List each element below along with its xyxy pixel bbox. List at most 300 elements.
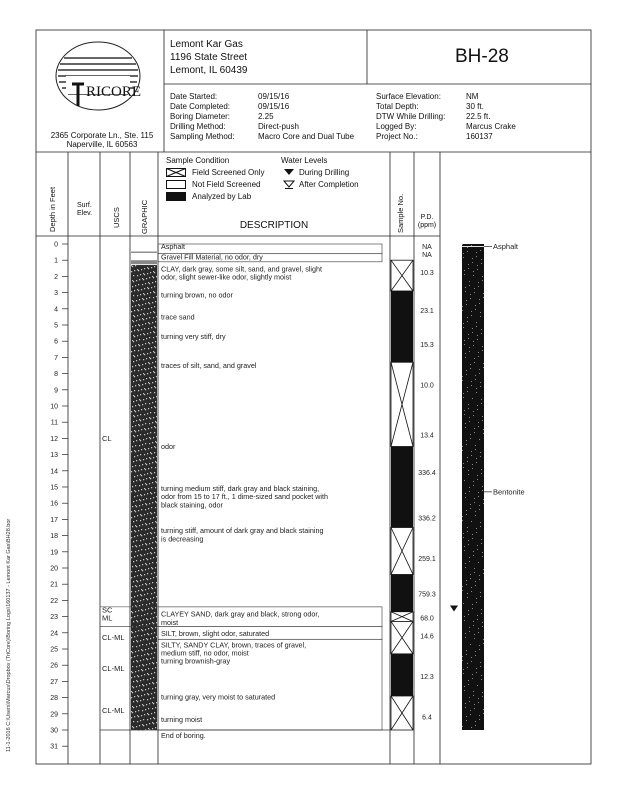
- well-texture: [466, 444, 467, 445]
- well-texture: [478, 702, 479, 703]
- info-right-label: DTW While Drilling:: [376, 112, 446, 121]
- well-texture: [480, 382, 481, 383]
- well-texture: [482, 490, 483, 491]
- well-texture: [480, 592, 481, 593]
- well-texture: [478, 632, 479, 633]
- well-texture: [483, 573, 484, 574]
- uscs-label: CL-ML: [102, 706, 125, 716]
- info-right-label: Project No.:: [376, 132, 418, 141]
- well-texture: [472, 464, 473, 465]
- well-texture: [472, 398, 473, 399]
- well-texture: [466, 304, 467, 305]
- uscs-label: CL-ML: [102, 663, 125, 673]
- well-texture: [477, 685, 478, 686]
- well-texture: [480, 596, 481, 597]
- well-texture: [473, 271, 474, 272]
- depth-tick-label: 23: [50, 614, 58, 622]
- well-texture: [476, 322, 477, 323]
- info-label: Drilling Method:: [170, 122, 226, 131]
- well-texture: [474, 638, 475, 639]
- well-texture: [463, 533, 464, 534]
- well-texture: [462, 726, 463, 727]
- info-right-value: Marcus Crake: [466, 122, 516, 131]
- depth-tick-label: 21: [50, 581, 58, 589]
- well-texture: [463, 323, 464, 324]
- well-texture: [483, 643, 484, 644]
- well-texture: [470, 364, 471, 365]
- graphic-header: GRAPHIC: [140, 199, 149, 234]
- well-texture: [480, 456, 481, 457]
- well-texture: [465, 637, 466, 638]
- well-texture: [466, 580, 467, 581]
- well-texture: [469, 627, 470, 628]
- well-texture: [464, 620, 465, 621]
- well-texture: [471, 587, 472, 588]
- well-texture: [482, 346, 483, 347]
- well-texture: [470, 434, 471, 435]
- well-texture: [473, 695, 474, 696]
- description-text: turning moist: [161, 714, 203, 724]
- pid-value: 23.1: [420, 307, 434, 315]
- well-texture: [463, 393, 464, 394]
- well-texture: [482, 622, 483, 623]
- description-text: Gravel Fill Material, no odor, dry: [161, 252, 263, 262]
- well-texture: [475, 511, 476, 512]
- well-texture: [481, 473, 482, 474]
- well-texture: [466, 716, 467, 717]
- well-texture: [470, 578, 471, 579]
- description-text: traces of silt, sand, and gravel: [161, 361, 257, 370]
- well-texture: [478, 698, 479, 699]
- well-texture: [481, 259, 482, 260]
- well-texture: [467, 527, 468, 528]
- well-texture: [463, 603, 464, 604]
- well-texture: [482, 486, 483, 487]
- pid-header-line2: (ppm): [417, 222, 437, 229]
- info-label: Date Completed:: [170, 102, 231, 111]
- depth-tick-label: 17: [50, 516, 58, 524]
- description-text: SILTY, SANDY CLAY, brown, traces of gravel,: [161, 640, 307, 650]
- pid-value: 68.0: [420, 615, 434, 623]
- well-texture: [464, 274, 465, 275]
- info-right-label: Logged By:: [376, 122, 417, 131]
- well-texture: [477, 265, 478, 266]
- well-texture: [481, 263, 482, 264]
- well-texture: [479, 299, 480, 300]
- well-texture: [467, 317, 468, 318]
- site-street: 1196 State Street: [170, 52, 248, 63]
- depth-tick-label: 31: [50, 743, 58, 751]
- logo-wordmark: RICORE: [86, 84, 142, 100]
- well-texture: [471, 451, 472, 452]
- well-texture: [470, 710, 471, 711]
- well-texture: [477, 545, 478, 546]
- depth-tick-label: 24: [50, 630, 58, 638]
- well-texture: [464, 480, 465, 481]
- well-texture: [469, 351, 470, 352]
- well-texture: [465, 427, 466, 428]
- well-texture: [474, 288, 475, 289]
- well-texture: [477, 339, 478, 340]
- well-texture: [477, 405, 478, 406]
- description-text: turning stiff, amount of dark gray and black staining: [161, 526, 324, 536]
- well-texture: [482, 692, 483, 693]
- well-texture: [479, 579, 480, 580]
- well-texture: [478, 356, 479, 357]
- well-texture: [475, 375, 476, 376]
- well-texture: [481, 609, 482, 610]
- well-texture: [462, 450, 463, 451]
- well-texture: [473, 481, 474, 482]
- well-texture: [477, 479, 478, 480]
- well-texture: [466, 650, 467, 651]
- well-texture: [472, 604, 473, 605]
- well-texture: [479, 719, 480, 720]
- depth-tick-label: 16: [50, 500, 58, 508]
- depth-tick-label: 18: [50, 533, 58, 541]
- well-texture: [464, 616, 465, 617]
- uscs-header: USCS: [112, 207, 121, 228]
- uscs-label: SC: [102, 605, 113, 615]
- well-texture: [464, 410, 465, 411]
- well-texture: [465, 423, 466, 424]
- well-texture: [468, 684, 469, 685]
- depth-tick-label: 28: [50, 695, 58, 703]
- site-city: Lemont, IL 60439: [170, 65, 248, 76]
- well-texture: [478, 492, 479, 493]
- well-texture: [473, 625, 474, 626]
- well-texture: [483, 503, 484, 504]
- well-texture: [471, 381, 472, 382]
- pid-header-line1: P.D.: [420, 214, 434, 221]
- well-texture: [471, 727, 472, 728]
- uscs-label: CL-ML: [102, 633, 125, 643]
- depth-header: Depth in Feet: [48, 186, 57, 232]
- well-texture: [480, 666, 481, 667]
- well-texture: [473, 341, 474, 342]
- well-texture: [483, 297, 484, 298]
- info-right-label: Surface Elevation:: [376, 92, 441, 101]
- well-texture: [467, 461, 468, 462]
- well-texture: [467, 391, 468, 392]
- well-texture: [475, 379, 476, 380]
- well-texture: [473, 485, 474, 486]
- well-texture: [463, 253, 464, 254]
- well-texture: [477, 619, 478, 620]
- well-texture: [472, 332, 473, 333]
- well-texture: [469, 697, 470, 698]
- well-texture: [471, 657, 472, 658]
- well-texture: [481, 675, 482, 676]
- pid-value: NA: [422, 252, 432, 260]
- well-texture: [476, 392, 477, 393]
- well-texture: [469, 417, 470, 418]
- well-texture: [474, 358, 475, 359]
- well-texture: [473, 691, 474, 692]
- sample-lab: [391, 447, 413, 528]
- description-text: black staining, odor: [161, 500, 223, 510]
- well-texture: [470, 714, 471, 715]
- pid-value: 14.6: [420, 633, 434, 641]
- depth-tick-label: 1: [54, 257, 58, 265]
- well-texture: [468, 268, 469, 269]
- well-texture: [470, 438, 471, 439]
- well-texture: [476, 672, 477, 673]
- info-right-value: 160137: [466, 132, 493, 141]
- well-texture: [474, 502, 475, 503]
- sample-legend-title: Sample Condition: [166, 156, 230, 165]
- well-texture: [475, 515, 476, 516]
- pid-value: NA: [422, 243, 432, 251]
- well-texture: [467, 387, 468, 388]
- well-texture: [462, 586, 463, 587]
- well-texture: [469, 285, 470, 286]
- well-texture: [479, 303, 480, 304]
- well-texture: [464, 344, 465, 345]
- well-texture: [482, 350, 483, 351]
- well-texture: [474, 572, 475, 573]
- info-label: Date Started:: [170, 92, 218, 101]
- well-texture: [479, 575, 480, 576]
- well-texture: [480, 526, 481, 527]
- well-texture: [478, 426, 479, 427]
- well-texture: [482, 626, 483, 627]
- well-texture: [475, 445, 476, 446]
- water-legend-title: Water Levels: [281, 156, 328, 165]
- well-texture: [479, 369, 480, 370]
- well-texture: [469, 487, 470, 488]
- well-texture: [467, 531, 468, 532]
- well-texture: [465, 563, 466, 564]
- well-texture: [462, 376, 463, 377]
- well-texture: [473, 345, 474, 346]
- well-texture: [469, 557, 470, 558]
- well-texture: [475, 651, 476, 652]
- well-texture: [475, 655, 476, 656]
- well-texture: [474, 432, 475, 433]
- well-texture: [465, 357, 466, 358]
- well-texture: [462, 516, 463, 517]
- well-texture: [472, 534, 473, 535]
- well-texture: [465, 703, 466, 704]
- depth-tick-label: 11: [50, 419, 58, 427]
- well-texture: [479, 509, 480, 510]
- info-right-value: 30 ft.: [466, 102, 484, 111]
- well-texture: [483, 363, 484, 364]
- description-text: CLAYEY SAND, dark gray and black, strong odor,: [161, 609, 320, 619]
- well-texture: [466, 374, 467, 375]
- description-text: turning brown, no odor: [161, 290, 233, 300]
- well-texture: [464, 340, 465, 341]
- well-texture: [470, 574, 471, 575]
- depth-tick-label: 6: [54, 338, 58, 346]
- well-texture: [473, 555, 474, 556]
- well-texture: [477, 269, 478, 270]
- well-texture: [476, 326, 477, 327]
- well-texture: [481, 613, 482, 614]
- well-texture: [465, 493, 466, 494]
- description-text: odor: [161, 442, 176, 451]
- site-name: Lemont Kar Gas: [170, 39, 243, 50]
- depth-tick-label: 13: [50, 452, 58, 460]
- company-address-line1: 2365 Corporate Ln., Ste. 115: [50, 131, 154, 140]
- depth-tick-label: 8: [54, 371, 58, 379]
- file-path-note: 11-1-2016 C:\Users\Marcus\Dropbox (TriCore)\Boring Logs\160137 - Lemont Kar Gas\BH28.bor: [6, 518, 12, 752]
- well-texture: [482, 276, 483, 277]
- well-texture: [473, 621, 474, 622]
- well-texture: [462, 306, 463, 307]
- depth-tick-label: 30: [50, 727, 58, 735]
- well-texture: [480, 312, 481, 313]
- well-texture: [469, 631, 470, 632]
- well-texture: [478, 628, 479, 629]
- well-texture: [468, 474, 469, 475]
- pid-value: 759.3: [418, 591, 436, 599]
- well-texture: [482, 696, 483, 697]
- well-texture: [470, 508, 471, 509]
- well-texture: [467, 251, 468, 252]
- well-texture: [471, 661, 472, 662]
- well-texture: [474, 498, 475, 499]
- well-texture: [483, 709, 484, 710]
- well-texture: [462, 520, 463, 521]
- well-texture: [464, 686, 465, 687]
- well-texture: [472, 674, 473, 675]
- well-texture: [479, 649, 480, 650]
- well-texture: [468, 408, 469, 409]
- pid-value: 12.3: [420, 674, 434, 682]
- well-texture: [469, 421, 470, 422]
- depth-tick-label: 22: [50, 597, 58, 605]
- well-texture: [468, 680, 469, 681]
- well-texture: [465, 567, 466, 568]
- well-texture: [483, 499, 484, 500]
- description-text: turning brownish-gray: [161, 656, 231, 666]
- well-texture: [475, 721, 476, 722]
- well-texture: [463, 463, 464, 464]
- well-texture: [468, 334, 469, 335]
- info-right-label: Total Depth:: [376, 102, 419, 111]
- description-text: moist: [161, 617, 179, 627]
- pid-value: 336.4: [418, 469, 436, 477]
- well-texture: [475, 305, 476, 306]
- well-texture: [468, 540, 469, 541]
- depth-tick-label: 15: [50, 484, 58, 492]
- description-text: medium stiff, no odor, moist: [161, 648, 249, 658]
- depth-tick-label: 4: [54, 306, 58, 314]
- sample-lab: [391, 654, 413, 696]
- well-texture: [477, 335, 478, 336]
- description-text: is decreasing: [161, 534, 204, 544]
- well-texture: [463, 669, 464, 670]
- well-texture: [474, 428, 475, 429]
- sample-header: Sample No.: [396, 193, 405, 233]
- well-texture: [467, 457, 468, 458]
- well-texture: [481, 539, 482, 540]
- well-texture: [476, 388, 477, 389]
- well-texture: [474, 568, 475, 569]
- well-texture: [474, 362, 475, 363]
- well-texture: [465, 287, 466, 288]
- pid-value: 336.2: [418, 515, 436, 523]
- well-texture: [468, 470, 469, 471]
- depth-tick-label: 10: [50, 403, 58, 411]
- well-texture: [480, 316, 481, 317]
- description-text: turning very stiff, dry: [161, 331, 226, 341]
- well-texture: [472, 538, 473, 539]
- description-text: trace sand: [161, 312, 195, 322]
- description-text: End of boring.: [161, 731, 206, 741]
- well-texture: [466, 440, 467, 441]
- uscs-label: ML: [102, 613, 113, 623]
- well-texture: [478, 352, 479, 353]
- well-texture: [481, 679, 482, 680]
- pid-value: 259.1: [418, 555, 436, 563]
- well-texture: [474, 634, 475, 635]
- well-texture: [478, 282, 479, 283]
- pid-value: 10.0: [420, 382, 434, 390]
- well-texture: [462, 310, 463, 311]
- well-texture: [477, 475, 478, 476]
- well-texture: [476, 532, 477, 533]
- well-texture: [470, 298, 471, 299]
- well-texture: [483, 367, 484, 368]
- well-texture: [479, 373, 480, 374]
- well-texture: [476, 598, 477, 599]
- well-texture: [471, 455, 472, 456]
- well-texture: [478, 562, 479, 563]
- info-value: 09/15/16: [258, 102, 290, 111]
- well-texture: [475, 309, 476, 310]
- well-texture: [472, 468, 473, 469]
- well-texture: [475, 585, 476, 586]
- pid-value: 6.4: [422, 714, 432, 722]
- info-value: Direct-push: [258, 122, 299, 131]
- well-texture: [481, 469, 482, 470]
- well-texture: [483, 293, 484, 294]
- water-level-icon: [450, 606, 458, 612]
- well-texture: [473, 551, 474, 552]
- depth-tick-label: 3: [54, 290, 58, 298]
- well-texture: [480, 452, 481, 453]
- well-texture: [462, 244, 463, 245]
- well-texture: [483, 639, 484, 640]
- well-texture: [475, 449, 476, 450]
- well-texture: [474, 704, 475, 705]
- well-texture: [466, 584, 467, 585]
- well-texture: [464, 690, 465, 691]
- well-texture: [468, 404, 469, 405]
- gravel-fill-graphic: [131, 260, 157, 264]
- well-texture: [477, 615, 478, 616]
- well-texture: [470, 294, 471, 295]
- well-texture: [470, 644, 471, 645]
- well-texture: [479, 439, 480, 440]
- well-texture: [481, 333, 482, 334]
- well-texture: [469, 561, 470, 562]
- well-label: Asphalt: [493, 241, 519, 251]
- well-texture: [476, 256, 477, 257]
- pid-value: 15.3: [420, 341, 434, 349]
- well-texture: [469, 491, 470, 492]
- well-texture: [476, 458, 477, 459]
- description-text: SILT, brown, slight odor, saturated: [161, 629, 270, 639]
- info-value: Macro Core and Dual Tube: [258, 132, 355, 141]
- info-right-value: NM: [466, 92, 479, 101]
- well-texture: [472, 328, 473, 329]
- well-texture: [478, 496, 479, 497]
- well-texture: [474, 292, 475, 293]
